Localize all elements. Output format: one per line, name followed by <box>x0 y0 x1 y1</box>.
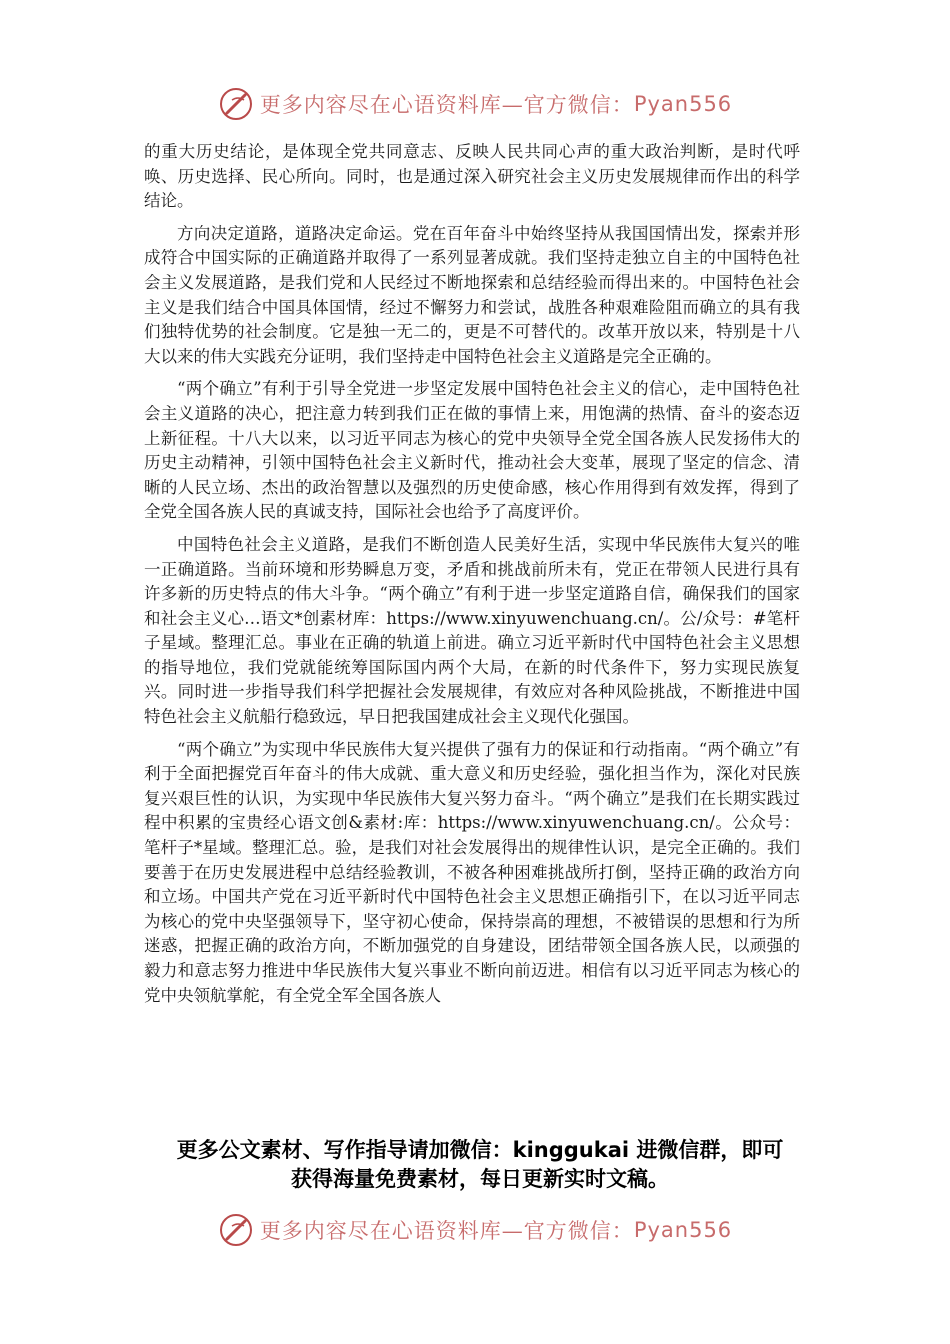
paragraph-3: “两个确立”有利于引导全党进一步坚定发展中国特色社会主义的信心，走中国特色社会主义道路的决心，把注意力转到我们正在做的事情上来，用饱满的热情、奋斗的姿态迈上新征程。十八大以来，以习近平同志为核心的党中央领导全党全国各族人民发扬伟大的历史主动精神，引领中国特色社会主义新时代，推动社会大变革，展现了坚定的信念、清晰的人民立场、杰出的政治智慧以及强烈的历史使命感，核心作用得到有效发挥，得到了全党全国各族人民的真诚支持，国际社会也给予了高度评价。 <box>144 379 800 522</box>
paragraph-4: 中国特色社会主义道路，是我们不断创造人民美好生活，实现中华民族伟大复兴的唯一正确道路。当前环境和形势瞬息万变，矛盾和挑战前所未有，党正在带领人民进行具有许多新的历史特点的伟大斗争。“两个确立”有利于进一步坚定道路自信，确保我们的国家和社会主义心…语文*创素材库：https://www.xinyuwenchuang.cn/。公/众号：#笔杆子星域。整理汇总。事业在正确的轨道上前进。确立习近平新时代中国特色社会主义思想的指导地位，我们党就能统筹国际国内两个大局，在新的时代条件下，努力实现民族复兴。同时进一步指导我们科学把握社会发展规律，有效应对各种风险挑战，不断推进中国特色社会主义航船行稳致远，早日把我国建成社会主义现代化强国。 <box>144 534 800 727</box>
paragraph-1: 的重大历史结论，是体现全党共同意志、反映人民共同心声的重大政治判断，是时代呼唤、历史选择、民心所向。同时，也是通过深入研究社会主义历史发展规律而作出的科学结论。 <box>144 142 800 211</box>
document-body <box>144 140 800 1016</box>
promo-notice <box>140 1136 820 1194</box>
paragraph-5: “两个确立”为实现中华民族伟大复兴提供了强有力的保证和行动指南。“两个确立”有利于全面把握党百年奋斗的伟大成就、重大意义和历史经验，强化担当作为，深化对民族复兴艰巨性的认识，为实现中华民族伟大复兴努力奋斗。“两个确立”是我们在长期实践过程中积累的宝贵经心语文创&素材:库：https://www.xinyuwenchuang.cn/。公众号：笔杆子*星域。整理汇总。验，是我们对社会发展得出的规律性认识，是完全正确的。我们要善于在历史发展进程中总结经验教训，不被各种困难挑战所打倒，坚持正确的政治方向和立场。中国共产党在习近平新时代中国特色社会主义思想正确指引下，在以习近平同志为核心的党中央坚强领导下，坚守初心使命，保持崇高的理想，不被错误的思想和行为所迷惑，把握正确的政治方向，不断加强党的自身建设，团结带领全国各族人民，以顽强的毅力和意志努力推进中华民族伟大复兴事业不断向前迈进。相信有以习近平同志为核心的党中央领航掌舵，有全党全军全国各族人 <box>144 739 800 1005</box>
pen-logo-icon <box>218 1212 254 1248</box>
promo-line-2: 获得海量免费素材，每日更新实时文稿。 <box>291 1167 669 1191</box>
paragraph-2: 方向决定道路，道路决定命运。党在百年奋斗中始终坚持从我国国情出发，探索并形成符合中国实际的正确道路并取得了一系列显著成就。我们坚持走独立自主的中国特色社会主义发展道路，是我们党和人民经过不断地探索和总结经验而得出来的。中国特色社会主义是我们结合中国具体国情，经过不懈努力和尝试，战胜各种艰难险阻而确立的具有我们独特优势的社会制度。它是独一无二的，更是不可替代的。改革开放以来，特别是十八大以来的伟大实践充分证明，我们坚持走中国特色社会主义道路是完全正确的。 <box>144 223 800 366</box>
pen-logo-icon <box>218 86 254 122</box>
header-banner-text: 更多内容尽在心语资料库—官方微信： <box>259 93 634 117</box>
header-banner <box>0 84 950 124</box>
header-banner-id: Pyan556 <box>633 92 733 116</box>
promo-line-1: 更多公文素材、写作指导请加微信：kinggukai 进微信群，即可 <box>176 1138 784 1162</box>
footer-banner-text: 更多内容尽在心语资料库—官方微信： <box>259 1219 634 1243</box>
footer-banner-id: Pyan556 <box>633 1218 733 1242</box>
footer-banner <box>0 1210 950 1250</box>
